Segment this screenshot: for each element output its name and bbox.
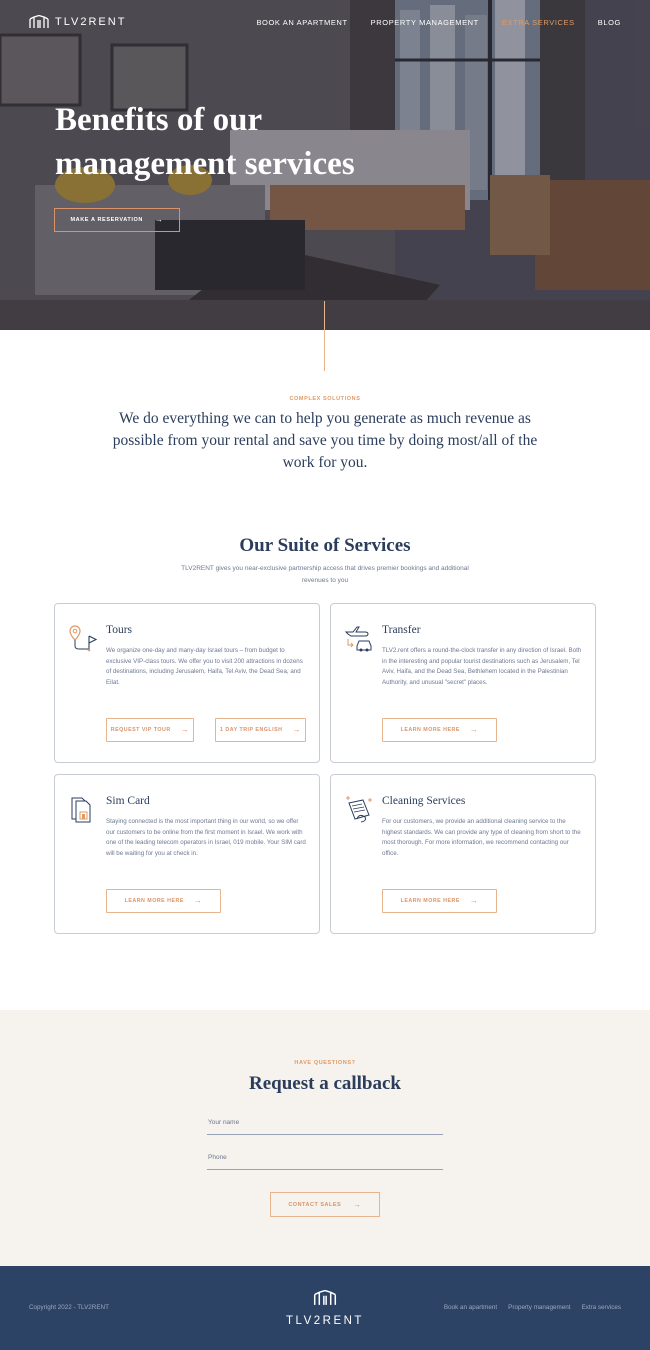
card-description: Staying connected is the most important thing in our world, so we offer our customers to be online from the first moment in Israel. We work with one of the leading telecom operators in Israel, 019 mobile. Your SIM card will be waiting for you at check in.	[106, 818, 306, 857]
arrow-right-icon: →	[469, 725, 479, 734]
nav-extra-services[interactable]: EXTRA SERVICES	[501, 18, 575, 27]
callback-title: Request a callback	[249, 1073, 401, 1094]
callback-eyebrow: HAVE QUESTIONS?	[294, 1060, 356, 1066]
hero-title-line-2: management services	[55, 146, 355, 182]
map-pin-flag-icon	[67, 622, 99, 654]
arrow-right-icon: →	[353, 1199, 362, 1209]
learn-more-transfer-button[interactable]	[382, 718, 497, 742]
arrow-right-icon: →	[154, 215, 164, 224]
arrow-right-icon: →	[292, 725, 301, 734]
phone-field[interactable]	[207, 1148, 443, 1170]
brand-name: TLV2RENT	[55, 16, 127, 28]
card-title: Transfer	[382, 624, 421, 636]
request-vip-tour-button[interactable]	[106, 718, 194, 742]
one-day-trip-english-button[interactable]	[215, 718, 306, 742]
phone-placeholder: Phone	[208, 1154, 227, 1161]
cleaning-cloth-icon	[343, 793, 375, 825]
name-field[interactable]	[207, 1113, 443, 1135]
service-card-transfer	[330, 603, 596, 763]
make-reservation-label: MAKE A RESERVATION	[70, 217, 143, 223]
callback-section	[0, 1010, 650, 1266]
section-divider-line	[324, 301, 325, 371]
building-logo-icon	[313, 1290, 337, 1306]
footer-links	[444, 1304, 621, 1311]
arrow-right-icon: →	[180, 725, 190, 734]
card-description: TLV2.rent offers a round-the-clock transfer in any direction of Israel. Both in the interesting and popular tourist destinations such as Jerusalem, Tel Aviv, Haifa, and the Dead Sea, Bethlehem located in the Palestinian Authority, and unusual "secret" places.	[382, 647, 582, 686]
learn-more-sim-card-button[interactable]	[106, 889, 221, 913]
hero-title	[55, 98, 455, 186]
nav-property-management[interactable]: PROPERTY MANAGEMENT	[370, 18, 479, 27]
card-title: Cleaning Services	[382, 795, 466, 807]
card-title: Sim Card	[106, 795, 150, 807]
services-subtitle: TLV2RENT gives you near-exclusive partnership access that drives premier bookings and additional revenues to you	[181, 565, 469, 584]
card-description: We organize one-day and many-day Israel tours – from budget to exclusive VIP-class tours. We offer you to visit 200 attractions in dozens of destinations, including Jerusalem, Haifa, Tel Aviv, the Dead Sea, and Eilat.	[106, 647, 303, 686]
copyright-text: Copyright 2022 - TLV2RENT	[29, 1304, 109, 1311]
contact-sales-label: CONTACT SALES	[288, 1201, 342, 1208]
service-card-sim-card	[54, 774, 320, 934]
footer-link-extra-services[interactable]: Extra services	[581, 1304, 621, 1311]
plane-car-icon	[343, 622, 375, 654]
intro-eyebrow: COMPLEX SOLUTIONS	[289, 396, 361, 402]
sim-card-icon	[67, 793, 99, 825]
footer-link-book-an-apartment[interactable]: Book an apartment	[443, 1304, 498, 1311]
name-placeholder: Your name	[208, 1119, 240, 1126]
brand-logo[interactable]	[29, 15, 126, 29]
services-title: Our Suite of Services	[239, 535, 411, 556]
building-logo-icon	[29, 15, 49, 29]
nav-book-an-apartment[interactable]: BOOK AN APARTMENT	[256, 18, 348, 27]
service-card-cleaning-services	[330, 774, 596, 934]
intro-text: We do everything we can to help you generate as much revenue as possible from your rental and save you time by doing most/all of the work for you.	[112, 410, 538, 471]
button-label: REQUEST VIP TOUR	[110, 727, 171, 733]
button-label: LEARN MORE HERE	[400, 898, 460, 904]
footer	[0, 1266, 650, 1350]
footer-brand-name: TLV2RENT	[286, 1315, 364, 1327]
learn-more-cleaning-button[interactable]	[382, 889, 497, 913]
button-label: LEARN MORE HERE	[400, 727, 460, 733]
service-card-tours	[54, 603, 320, 763]
arrow-right-icon: →	[469, 896, 479, 905]
contact-sales-button[interactable]	[270, 1192, 380, 1217]
main-nav	[256, 18, 621, 27]
arrow-right-icon: →	[193, 896, 203, 905]
nav-blog[interactable]: BLOG	[597, 18, 621, 27]
make-reservation-button[interactable]	[54, 208, 180, 232]
button-label: LEARN MORE HERE	[124, 898, 184, 904]
hero-title-line-1: Benefits of our	[55, 102, 263, 138]
footer-link-property-management[interactable]: Property management	[508, 1304, 571, 1311]
footer-logo[interactable]	[275, 1290, 375, 1327]
card-title: Tours	[106, 624, 133, 636]
card-description: For our customers, we provide an additional cleaning service to the highest standards. We can provide any type of cleaning from short to the most thorough. For more information, we recommend contacting our office.	[382, 818, 581, 857]
button-label: 1 DAY TRIP ENGLISH	[220, 727, 283, 733]
